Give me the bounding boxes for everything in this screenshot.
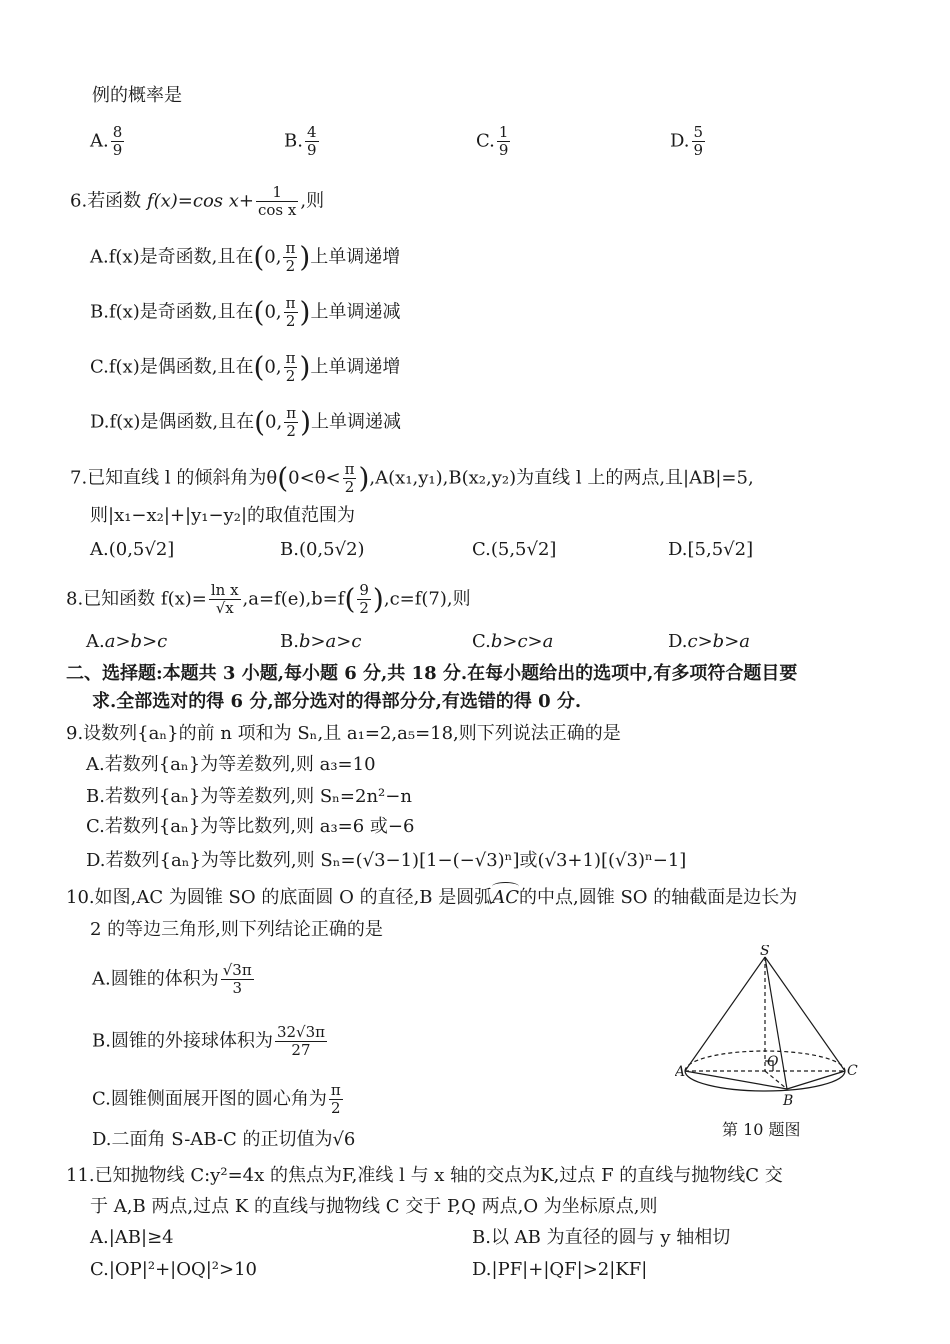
q8-option-c: C.b>c>a — [472, 631, 554, 652]
q5-stem-tail: 例的概率是 — [92, 85, 182, 106]
q10-option-a: A.圆锥的体积为 $\frac{√3\pi}{3}$ — [92, 961, 252, 997]
q5-option-a: A. $\frac{8}{9}$ — [90, 123, 123, 159]
q11-option-a: A.|AB|≥4 — [90, 1227, 174, 1248]
q9-option-b: B.若数列{aₙ}为等差数列,则 Sₙ=2n²−n — [86, 786, 412, 807]
q10-stem-line2: 2 的等边三角形,则下列结论正确的是 — [90, 919, 383, 940]
q7-stem-line2: 则|x₁−x₂|+|y₁−y₂|的取值范围为 — [90, 505, 356, 526]
q5-option-d: D. $\frac{5}{9}$ — [670, 123, 704, 159]
q8-option-a: A.a>b>c — [86, 631, 168, 652]
q11-option-b: B.以 AB 为直径的圆与 y 轴相切 — [472, 1227, 731, 1248]
q11-option-d: D.|PF|+|QF|>2|KF| — [472, 1259, 648, 1280]
q5-option-c: C. $\frac{1}{9}$ — [476, 123, 509, 159]
q8-option-b: B.b>a>c — [280, 631, 362, 652]
q10-option-c: C.圆锥侧面展开图的圆心角为 $\frac{\pi}{2}$ — [92, 1081, 341, 1117]
q9-option-c: C.若数列{aₙ}为等比数列,则 a₃=6 或−6 — [86, 816, 415, 837]
q11-option-c: C.|OP|²+|OQ|²>10 — [90, 1259, 257, 1280]
q8-stem: 8.已知函数 f(x)= $\frac{\text{ln x}}{√x}$ ,a=f(e),b=f( $\frac{9}{2}$ ),c=f(7),则 — [66, 581, 471, 617]
q6-option-c: C.f(x)是偶函数,且在(0, $\frac{\pi}{2}$ )上单调递增 — [90, 349, 401, 385]
q9-option-d: D.若数列{aₙ}为等比数列,则 Sₙ=(√3−1)[1−(−√3)ⁿ]或(√3+1)[(√3)ⁿ−1] — [86, 850, 687, 871]
q11-stem-line2: 于 A,B 两点,过点 K 的直线与抛物线 C 交于 P,Q 两点,O 为坐标原点,则 — [90, 1196, 658, 1217]
q6-option-a: A.f(x)是奇函数,且在(0, $\frac{\pi}{2}$ )上单调递增 — [90, 239, 401, 275]
cone-figure — [675, 945, 865, 1110]
section2-heading-line1: 二、选择题:本题共 3 小题,每小题 6 分,共 18 分.在每小题给出的选项中,有多项符合题目要 — [66, 663, 798, 684]
q11-stem-line1: 11.已知抛物线 C:y²=4x 的焦点为F,准线 l 与 x 轴的交点为K,过点 F 的直线与抛物线C 交 — [66, 1165, 783, 1186]
q7-stem-line1: 7.已知直线 l 的倾斜角为θ(0<θ< $\frac{\pi}{2}$ ),A(x₁,y₁),B(x₂,y₂)为直线 l 上的两点,且|AB|=5, — [70, 460, 754, 496]
q6-option-d: D.f(x)是偶函数,且在(0, $\frac{\pi}{2}$ )上单调递减 — [90, 404, 402, 440]
q10-option-d: D.二面角 S-AB-C 的正切值为√6 — [92, 1129, 356, 1150]
q7-option-d: D.[5,5√2] — [668, 539, 754, 560]
section2-heading-line2: 求.全部选对的得 6 分,部分选对的得部分分,有选错的得 0 分. — [92, 691, 582, 712]
q6-stem: 6.若函数 f(x)=cos x+ $\frac{1}{\text{cos x}}$ ,则 — [70, 183, 325, 219]
label-a: A — [675, 1064, 686, 1080]
chord-ab — [685, 1071, 787, 1089]
q7-option-c: C.(5,5√2] — [472, 539, 557, 560]
label-c: C — [847, 1063, 858, 1079]
q9-stem: 9.设数列{aₙ}的前 n 项和为 Sₙ,且 a₁=2,a₅=18,则下列说法正确的是 — [66, 723, 621, 744]
q10-option-b: B.圆锥的外接球体积为 $\frac{32√3\pi}{27}$ — [92, 1023, 325, 1059]
label-s: S — [760, 945, 770, 959]
q10-stem-line1: 10.如图,AC 为圆锥 SO 的底面圆 O 的直径,B 是圆弧AC的中点,圆锥 SO 的轴截面是边长为 — [66, 887, 798, 908]
label-b: B — [783, 1093, 794, 1109]
q9-option-a: A.若数列{aₙ}为等差数列,则 a₃=10 — [86, 754, 376, 775]
q6-option-b: B.f(x)是奇函数,且在(0, $\frac{\pi}{2}$ )上单调递减 — [90, 294, 401, 330]
base-ellipse-front — [685, 1071, 845, 1091]
q7-option-a: A.(0,5√2] — [90, 539, 175, 560]
label-o: O — [767, 1054, 779, 1070]
q8-option-d: D.c>b>a — [668, 631, 751, 652]
q5-option-b: B. $\frac{4}{9}$ — [284, 123, 317, 159]
figure-caption: 第 10 题图 — [722, 1120, 801, 1139]
q7-option-b: B.(0,5√2) — [280, 539, 365, 560]
